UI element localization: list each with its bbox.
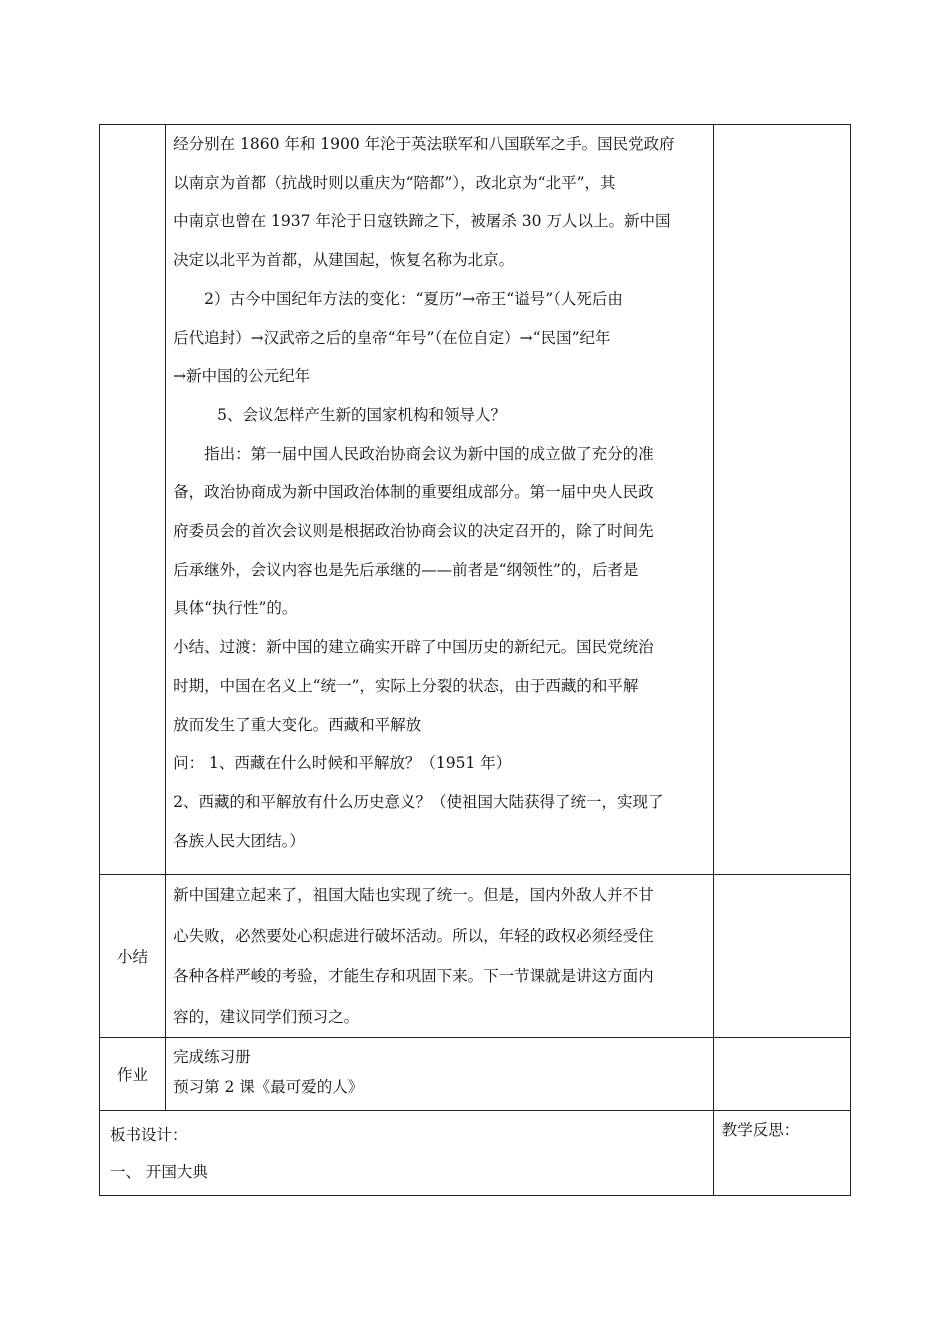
text-line: 放而发生了重大变化。西藏和平解放 [173, 715, 422, 734]
text-line: 具体“执行性”的。 [173, 599, 298, 618]
text-line: 预习第 2 课《最可爱的人》 [173, 1078, 364, 1096]
lesson-plan-table [99, 124, 851, 1196]
text-line: 备，政治协商成为新中国政治体制的重要组成部分。第一届中央人民政 [173, 483, 654, 502]
text-line: 2）古今中国纪年方法的变化：“夏历”→帝王“谥号”（人死后由 [204, 289, 623, 308]
text-line: 问： 1、西藏在什么时候和平解放？（1951 年） [173, 754, 512, 773]
text-line: 决定以北平为首都，从建国起，恢复名称为北京。 [173, 251, 515, 270]
notes-cell [713, 125, 850, 875]
board-design-cell [100, 1111, 714, 1196]
text-line: 指出：第一届中国人民政治协商会议为新中国的成立做了充分的准 [204, 444, 654, 463]
row-label-cell-empty [100, 125, 166, 875]
text-line: →新中国的公元纪年 [173, 367, 311, 386]
teaching-process-row [100, 125, 851, 875]
reflection-label: 教学反思： [721, 1121, 800, 1139]
text-line: 完成练习册 [173, 1048, 251, 1066]
text-line: 小结、过渡：新中国的建立确实开辟了中国历史的新纪元。国民党统治 [173, 638, 654, 657]
teaching-content-cell [166, 125, 714, 875]
text-line: 后承继外，会议内容也是先后承继的——前者是“纲领性”的，后者是 [173, 560, 639, 579]
reflection-cell [713, 1111, 850, 1196]
homework-row [100, 1038, 851, 1111]
text-line: 心失败，必然要处心积虑进行破坏活动。所以，年轻的政权必须经受住 [173, 926, 654, 945]
text-line: 后代追封）→汉武帝之后的皇帝“年号”（在位自定）→“民国”纪年 [173, 328, 611, 347]
notes-cell [713, 1038, 850, 1111]
text-line: 时期，中国在名义上“统一”，实际上分裂的状态，由于西藏的和平解 [173, 676, 639, 695]
text-line: 中南京也曾在 1937 年沦于日寇铁蹄之下，被屠杀 30 万人以上。新中国 [173, 212, 671, 231]
board-design-row [100, 1111, 851, 1196]
homework-label: 作业 [100, 1038, 166, 1111]
text-line: 容的，建议同学们预习之。 [173, 1007, 360, 1026]
text-line: 各种各样严峻的考验，才能生存和巩固下来。下一节课就是讲这方面内 [173, 967, 654, 985]
summary-label: 小结 [100, 875, 166, 1038]
summary-row [100, 875, 851, 1038]
text-line: 府委员会的首次会议则是根据政治协商会议的决定召开的，除了时间先 [173, 522, 654, 541]
text-line: 经分别在 1860 年和 1900 年沦于英法联军和八国联军之手。国民党政府 [173, 135, 675, 153]
text-line: 各族人民大团结。） [173, 831, 305, 850]
text-line: 以南京为首都（抗战时则以重庆为“陪都”），改北京为“北平”，其 [173, 173, 616, 192]
question-heading: 5、会议怎样产生新的国家机构和领导人？ [217, 405, 506, 424]
board-design-label: 板书设计： [110, 1126, 188, 1144]
homework-content-cell [166, 1038, 714, 1111]
text-line: 2、西藏的和平解放有什么历史意义？（使祖国大陆获得了统一，实现了 [173, 792, 664, 811]
notes-cell [713, 875, 850, 1038]
board-design-item: 一、 开国大典 [110, 1163, 208, 1181]
text-line: 新中国建立起来了，祖国大陆也实现了统一。但是，国内外敌人并不甘 [173, 886, 654, 904]
summary-content-cell [166, 875, 714, 1038]
